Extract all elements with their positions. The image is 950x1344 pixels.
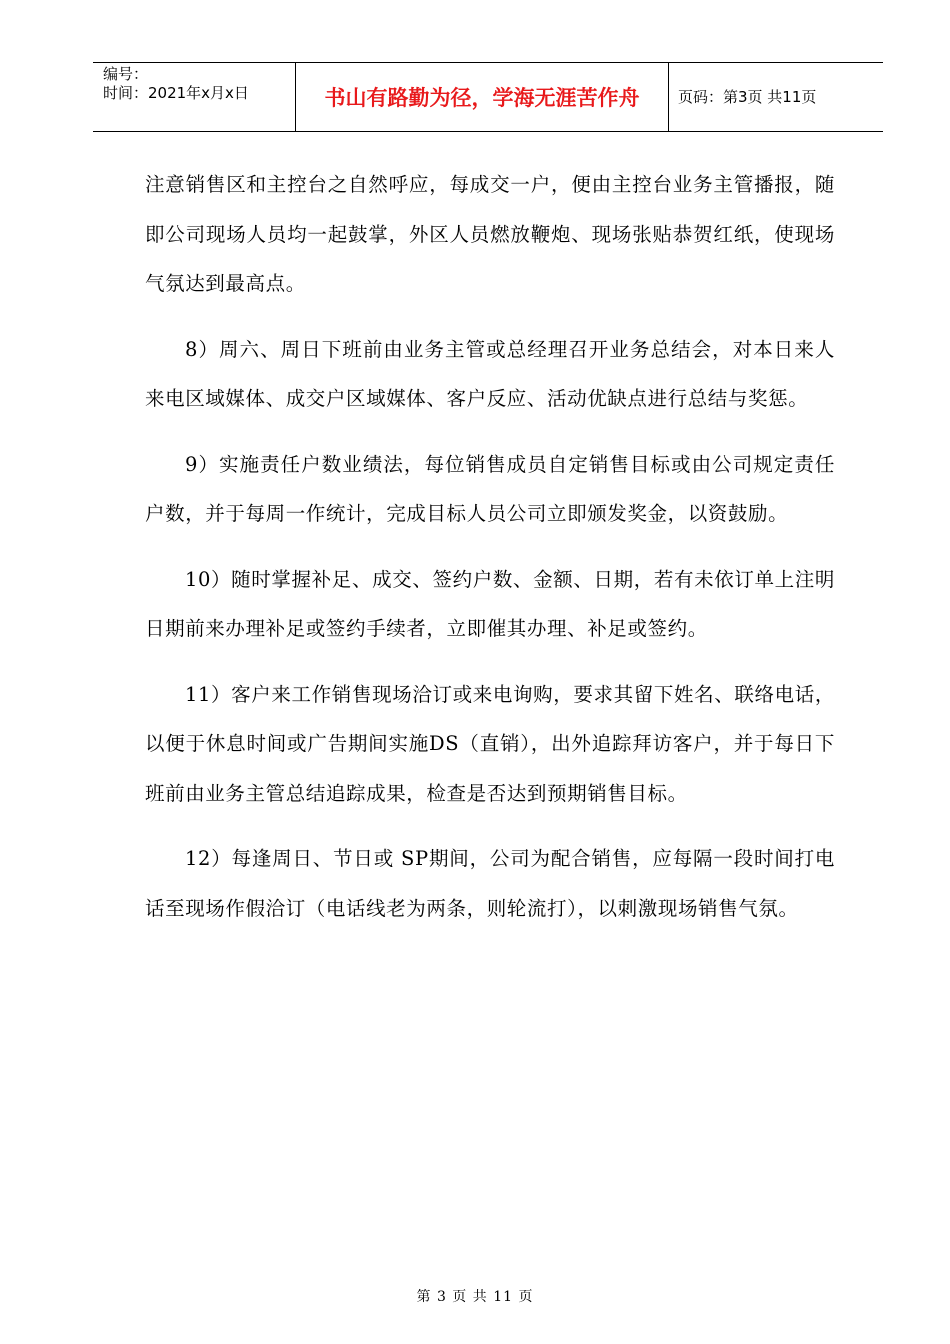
paragraph-item-10: 10）随时掌握补足、成交、签约户数、金额、日期，若有未依订单上注明日期前来办理补足或签约手续者，立即催其办理、补足或签约。: [145, 567, 835, 640]
time-label: 时间：2021年x月x日: [103, 84, 249, 102]
header-meta-cell: [93, 63, 295, 131]
page-info: 页码：第3页 共11页: [678, 88, 817, 106]
paragraph-item-8: 8）周六、周日下班前由业务主管或总经理召开业务总结会，对本日来人来电区域媒体、成交户区域媒体、客户反应、活动优缺点进行总结与奖惩。: [145, 337, 835, 410]
header-motto-cell: [295, 63, 669, 131]
motto-text: 书山有路勤为径，学海无涯苦作舟: [324, 86, 640, 110]
paragraph-continued: 注意销售区和主控台之自然呼应，每成交一户，便由主控台业务主管播报，随即公司现场人员均一起鼓掌，外区人员燃放鞭炮、现场张贴恭贺红纸，使现场气氛达到最高点。: [145, 173, 835, 295]
header-page-cell: [668, 63, 883, 131]
paragraph-item-12: 12）每逢周日、节日或 SP期间，公司为配合销售，应每隔一段时间打电话至现场作假洽订（电话线老为两条，则轮流打），以刺激现场销售气氛。: [145, 847, 835, 920]
serial-label: 编号：: [103, 65, 149, 83]
page-header: [93, 62, 883, 132]
paragraph-item-9: 9）实施责任户数业绩法，每位销售成员自定销售目标或由公司规定责任户数，并于每周一作统计，完成目标人员公司立即颁发奖金，以资鼓励。: [145, 452, 835, 525]
document-body: [145, 160, 835, 949]
page-footer: 第 3 页 共 11 页: [416, 1289, 534, 1305]
paragraph-item-11: 11）客户来工作销售现场洽订或来电询购，要求其留下姓名、联络电话，以便于休息时间或广告期间实施DS（直销），出外追踪拜访客户，并于每日下班前由业务主管总结追踪成果，检查是否达到预期销售目标。: [145, 682, 835, 805]
